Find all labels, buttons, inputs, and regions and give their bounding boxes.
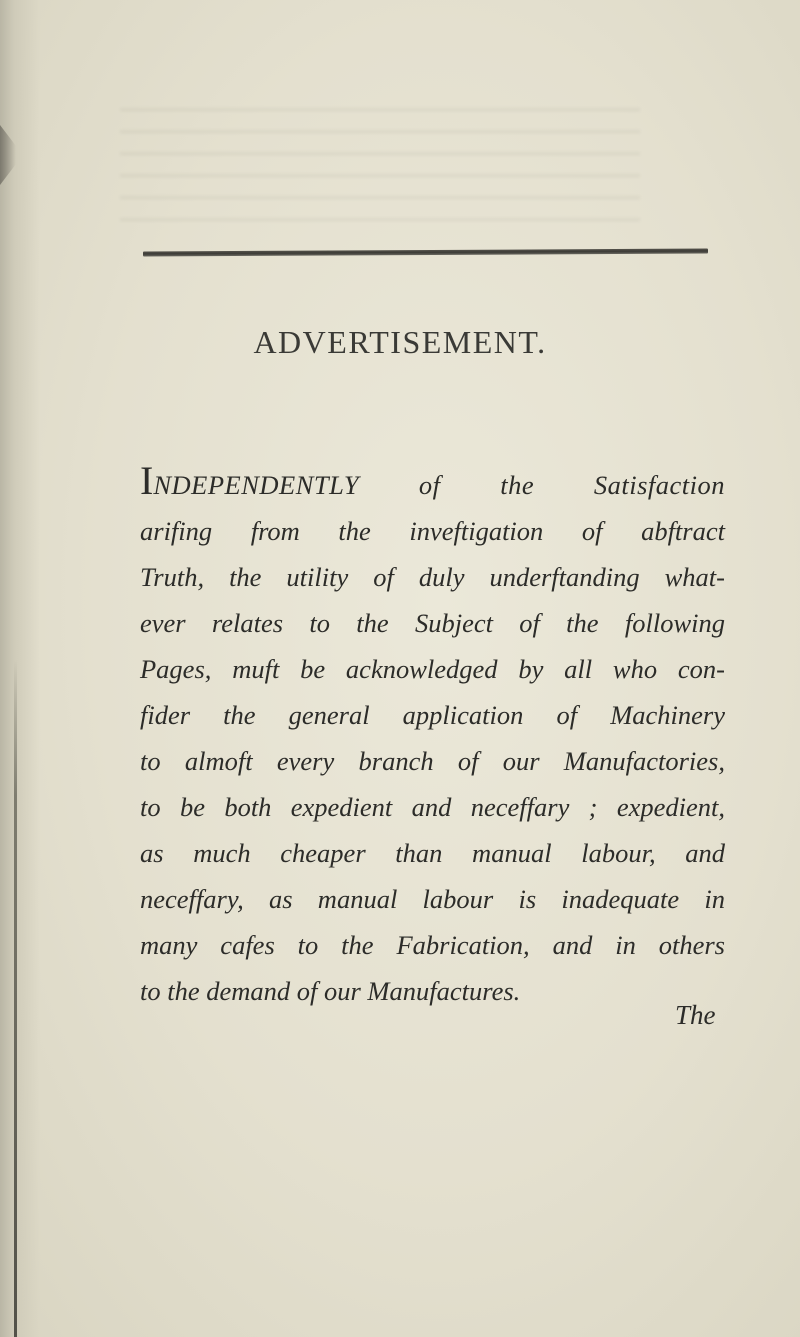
paragraph-line: many cafes to the Fabrication, and in others	[140, 930, 725, 960]
paragraph-line: to be both expedient and neceffary ; expedient,	[140, 792, 725, 822]
drop-initial: I	[140, 458, 154, 503]
paragraph-line: Truth, the utility of duly underftanding what-	[140, 562, 725, 592]
show-through-text	[120, 90, 640, 230]
paragraph-line-1	[140, 458, 725, 508]
page-title: ADVERTISEMENT.	[253, 324, 547, 360]
paragraph-line: arifing from the inveftigation of abftract	[140, 516, 725, 546]
gutter-shadow	[0, 0, 40, 1337]
first-line-text: NDEPENDENTLY of the Satisfaction	[153, 470, 725, 500]
paragraph-line: neceffary, as manual labour is inadequate in	[140, 884, 725, 914]
paragraph-line-last: to the demand of our Manufactures.	[140, 976, 521, 1006]
paragraph-line: to almoft every branch of our Manufactories,	[140, 746, 725, 776]
paragraph-line: fider the general application of Machinery	[140, 700, 725, 730]
paragraph-line: ever relates to the Subject of the following	[140, 608, 725, 638]
catchword: The	[675, 1000, 716, 1030]
binding-edge	[14, 660, 17, 1337]
paragraph-line: Pages, muft be acknowledged by all who con-	[140, 654, 725, 684]
header-rule	[143, 249, 708, 257]
paragraph-line: as much cheaper than manual labour, and	[140, 838, 725, 868]
advertisement-paragraph	[140, 458, 725, 1014]
